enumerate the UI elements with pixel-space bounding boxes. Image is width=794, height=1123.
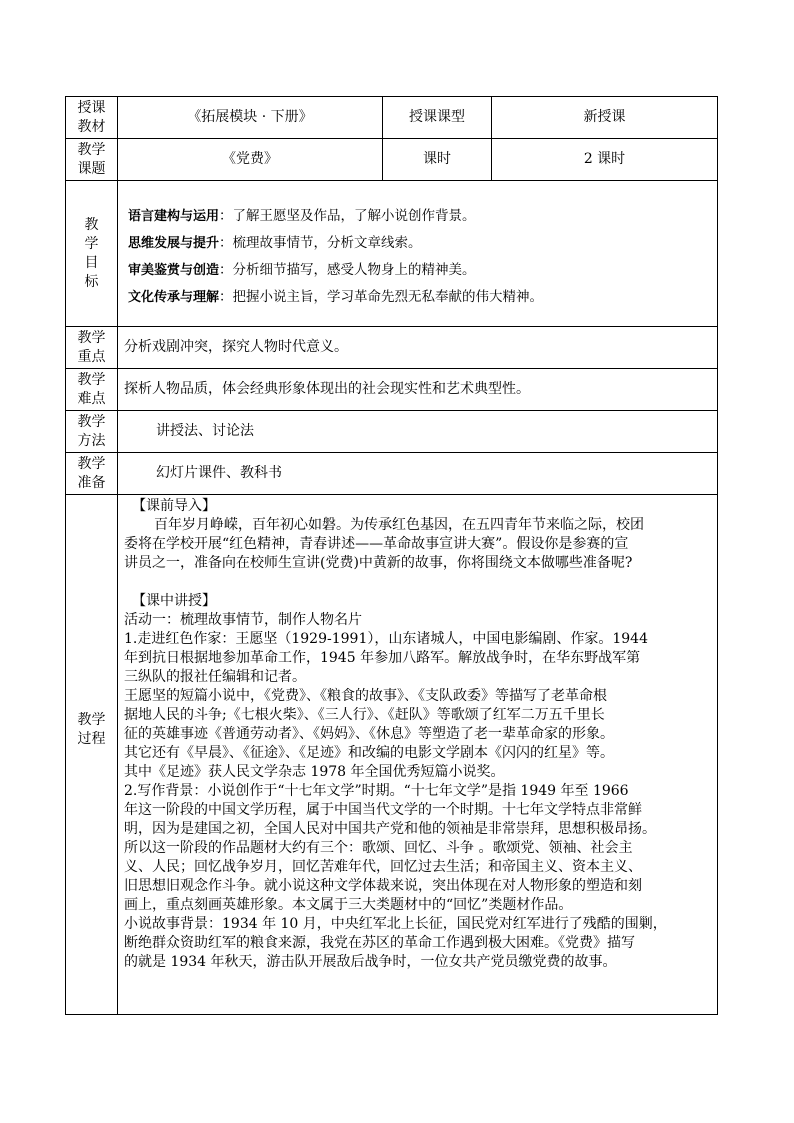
difficulty-text: 探析人物品质，体会经典形象体现出的社会现实性和艺术典型性。	[118, 369, 718, 411]
process-line: 义、人民；回忆战争岁月，回忆苦难年代，回忆过去生活；和帝国主义、资本主义、	[124, 859, 642, 875]
lesson-type-label: 授课课型	[383, 97, 492, 139]
goal-title: 审美鉴赏与创造	[128, 262, 220, 278]
process-line: 明，因为是建国之初，全国人民对中国共产党和他的领袖是非常崇拜，思想积极昂扬。	[124, 821, 656, 837]
lesson-plan-table	[65, 96, 718, 1015]
label-method	[66, 411, 118, 453]
process-line: 所以这一阶段的作品题材大约有三个：歌颂、回忆、斗争 。歌颂党、领袖、社会主	[124, 840, 633, 856]
row-process	[66, 495, 718, 1015]
lesson-type-value: 新授课	[492, 97, 718, 139]
label-line: 教学	[77, 329, 106, 346]
label-goals	[66, 181, 118, 327]
goals-content	[118, 181, 718, 327]
label-line: 课题	[77, 160, 106, 177]
label-line: 学	[84, 235, 99, 252]
label-line: 教学	[77, 711, 106, 728]
process-line: 【课前导入】	[132, 498, 216, 514]
label-preparation	[66, 453, 118, 495]
process-line: 画上，重点刻画英雄形象。本文属于三大类题材中的“回忆”类题材作品。	[124, 897, 573, 913]
process-line: 年到抗日根据地参加革命工作，1945 年参加八路军。解放战争时，在华东野战军第	[124, 650, 641, 666]
process-line: 2.写作背景：小说创作于“十七年文学”时期。“十七年文学”是指 1949 年至 1966	[124, 783, 629, 799]
process-line: 【课中讲授】	[132, 593, 216, 609]
hours-label: 课时	[383, 139, 492, 181]
preparation-text: 幻灯片课件、教科书	[118, 453, 718, 495]
key-point-text: 分析戏剧冲突，探究人物时代意义。	[118, 327, 718, 369]
label-line: 过程	[77, 730, 106, 747]
label-line: 方法	[77, 432, 106, 449]
goal-title: 文化传承与理解	[128, 289, 220, 305]
process-line: 1.走进红色作家：王愿坚（1929-1991），山东诸城人，中国电影编剧、作家。1944	[124, 631, 648, 647]
goal-title: 语言建构与运用	[128, 208, 220, 224]
goal-item	[128, 288, 709, 307]
process-line: 活动一：梳理故事情节，制作人物名片	[124, 612, 362, 628]
process-line: 其中《足迹》获人民文学杂志 1978 年全国优秀短篇小说奖。	[124, 764, 505, 780]
row-goals	[66, 181, 718, 327]
label-line: 教	[84, 216, 99, 233]
process-line: 其它还有《早晨》、《征途》、《足迹》和改编的电影文学剧本《闪闪的红星》等。	[124, 745, 614, 761]
process-line: 讲员之一，准备向在校师生宣讲(党费)中黄新的故事，你将围绕文本做哪些准备呢?	[124, 555, 633, 571]
label-line: 教学	[77, 141, 106, 158]
goal-text: ：分析细节描写，感受人物身上的精神美。	[219, 261, 476, 278]
process-line: 旧思想旧观念作斗争。就小说这种文学体裁来说，突出体现在对人物形象的塑造和刻	[124, 878, 642, 894]
method-text: 讲授法、讨论法	[118, 411, 718, 453]
process-line	[124, 573, 713, 592]
goal-title: 思维发展与提升	[128, 235, 220, 251]
topic-value: 《党费》	[118, 139, 383, 181]
label-line: 重点	[77, 348, 106, 365]
row-difficulty	[66, 369, 718, 411]
process-line: 年这一阶段的中国文学历程，属于中国当代文学的一个时期。十七年文学特点非常鲜	[124, 802, 642, 818]
process-line: 征的英雄事迹《普通劳动者》、《妈妈》、《休息》等塑造了老一辈革命家的形象。	[124, 726, 614, 742]
label-line: 教材	[77, 118, 106, 135]
row-method	[66, 411, 718, 453]
process-line: 据地人民的斗争;《七根火柴》、《三人行》、《赶队》等歌颂了红军二万五千里长	[124, 707, 605, 723]
goal-item	[128, 234, 709, 253]
label-line: 教学	[77, 455, 106, 472]
goal-text: ：把握小说主旨，学习革命先烈无私奉献的伟大精神。	[219, 288, 544, 305]
process-line: 百年岁月峥嵘，百年初心如磐。为传承红色基因，在五四青年节来临之际，校团	[154, 517, 644, 533]
label-line: 准备	[77, 474, 106, 491]
label-line: 教学	[77, 371, 106, 388]
row-preparation	[66, 453, 718, 495]
process-line: 断绝群众资助红军的粮食来源，我党在苏区的革命工作遇到极大困难。《党费》描写	[124, 935, 635, 951]
process-line: 王愿坚的短篇小说中，《党费》、《粮食的故事》、《支队政委》等描写了老革命根	[124, 688, 607, 704]
label-textbook	[66, 97, 118, 139]
label-difficulty	[66, 369, 118, 411]
hours-value: 2 课时	[492, 139, 718, 181]
process-line: 委将在学校开展“红色精神，青春讲述——革命故事宣讲大赛”。假设你是参赛的宣	[124, 536, 629, 552]
goal-text: ：梳理故事情节，分析文章线索。	[219, 234, 422, 251]
goal-text: ：了解王愿坚及作品，了解小说创作背景。	[219, 207, 476, 224]
process-line: 的就是 1934 年秋天，游击队开展敌后战争时，一位女共产党员缴党费的故事。	[124, 954, 617, 970]
goal-item	[128, 261, 709, 280]
label-line: 难点	[77, 390, 106, 407]
label-line: 标	[84, 273, 99, 290]
goal-item	[128, 207, 709, 226]
label-line: 授课	[77, 99, 106, 116]
row-topic	[66, 139, 718, 181]
process-line: 小说故事背景：1934 年 10 月，中央红军北上长征，国民党对红军进行了残酷的围剿，	[124, 916, 667, 932]
label-process	[66, 495, 118, 1015]
textbook-value: 《拓展模块 · 下册》	[118, 97, 383, 139]
row-key-point	[66, 327, 718, 369]
label-key-point	[66, 327, 118, 369]
label-line: 教学	[77, 413, 106, 430]
row-textbook	[66, 97, 718, 139]
process-content	[118, 495, 718, 1015]
label-line: 目	[84, 254, 99, 271]
process-line: 三纵队的报社任编辑和记者。	[124, 669, 306, 685]
label-topic	[66, 139, 118, 181]
